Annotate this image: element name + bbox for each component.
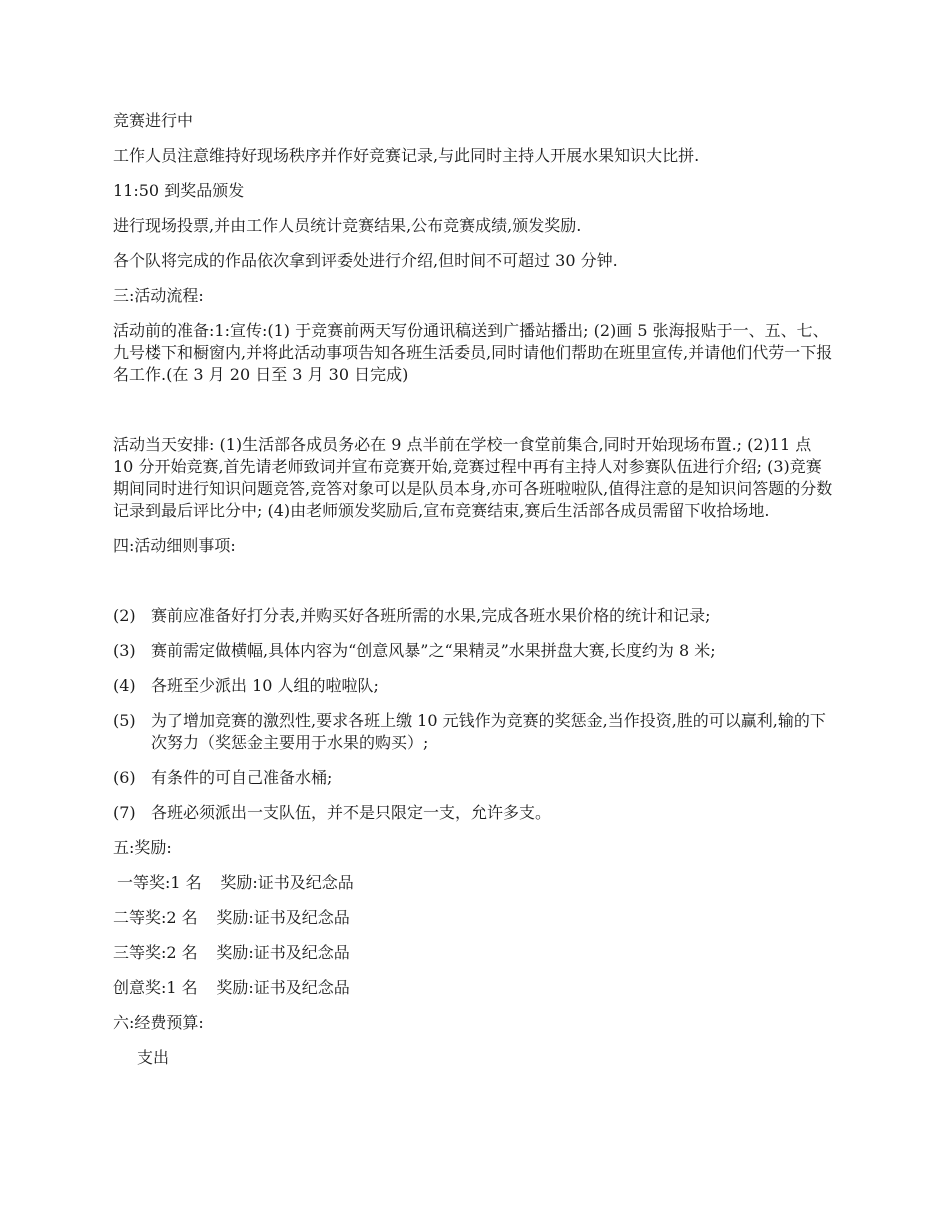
rule-number: (4) — [113, 676, 136, 695]
section-heading-awards: 五:奖励: — [113, 838, 172, 857]
rule-text: 为了增加竞赛的激烈性,要求各班上缴 10 元钱作为竞赛的奖惩金,当作投资,胜的可以赢利,输的下次努力（奖惩金主要用于水果的购买）; — [151, 711, 826, 752]
paragraph-voting: 进行现场投票,并由工作人员统计竞赛结果,公布竞赛成绩,颁发奖励. — [113, 216, 582, 235]
prize-name: 二等奖: — [113, 908, 167, 927]
prize-reward: 奖励:证书及纪念品 — [216, 978, 350, 997]
schedule-time: 11:50 到奖品颁发 — [113, 181, 245, 200]
prize-reward: 奖励:证书及纪念品 — [220, 873, 354, 892]
rule-text: 各班至少派出 10 人组的啦啦队; — [151, 676, 379, 695]
expense-label: 支出 — [137, 1048, 170, 1067]
rule-item — [113, 710, 833, 754]
section-heading-budget: 六:经费预算: — [113, 1013, 204, 1032]
rule-text: 赛前应准备好打分表,并购买好各班所需的水果,完成各班水果价格的统计和记录; — [151, 606, 711, 625]
rule-number: (5) — [113, 711, 136, 730]
rule-item — [113, 767, 833, 789]
heading-competition-in-progress: 竞赛进行中 — [113, 111, 194, 130]
rule-number: (7) — [113, 803, 136, 822]
rule-text: 赛前需定做横幅,具体内容为“创意风暴”之“果精灵”水果拼盘大赛,长度约为 8 米; — [151, 641, 716, 660]
prize-count: 1 名 — [170, 873, 202, 892]
prize-line-first — [113, 872, 833, 894]
prize-reward: 奖励:证书及纪念品 — [216, 943, 350, 962]
prize-line-creative — [113, 977, 833, 999]
prize-line-second — [113, 907, 833, 929]
rule-number: (6) — [113, 768, 136, 787]
rule-number: (2) — [113, 606, 136, 625]
rule-item — [113, 640, 833, 662]
rule-item — [113, 675, 833, 697]
paragraph-presentation: 各个队将完成的作品依次拿到评委处进行介绍,但时间不可超过 30 分钟. — [113, 251, 618, 270]
paragraph-preparation: 活动前的准备:1:宣传:(1) 于竞赛前两天写份通讯稿送到广播站播出; (2)画 5 张海报贴于一、五、七、九号楼下和橱窗内,并将此活动事项告知各班生活委员,同时请他们帮助在班里宣传,并请他们代劳一下报名工作.(在 3 月 20 日至 3 月 30 日完成) — [113, 321, 833, 384]
section-heading-rules: 四:活动细则事项: — [113, 536, 236, 555]
document-page — [113, 110, 833, 1082]
prize-reward: 奖励:证书及纪念品 — [216, 908, 350, 927]
prize-line-third — [113, 942, 833, 964]
prize-count: 2 名 — [166, 943, 198, 962]
rule-item — [113, 802, 833, 824]
rule-text: 各班必须派出一支队伍，并不是只限定一支，允许多支。 — [151, 803, 552, 822]
section-heading-process: 三:活动流程: — [113, 286, 204, 305]
rule-text: 有条件的可自己准备水桶; — [151, 768, 333, 787]
paragraph-day-schedule: 活动当天安排: (1)生活部各成员务必在 9 点半前在学校一食堂前集合,同时开始现场布置.; (2)11 点 10 分开始竞赛,首先请老师致词并宣布竞赛开始,竞赛过程中再有主持人对参赛队伍进行介绍; (3)竞赛期间同时进行知识问题竞答,竞答对象可以是队员本身,亦可各班啦啦队,值得注意的是知识问答题的分数记录到最后评比分中; (4)由老师颁发奖励后,宣布竞赛结束,赛后生活部各成员需留下收拾场地. — [113, 435, 833, 520]
rule-number: (3) — [113, 641, 136, 660]
prize-count: 1 名 — [166, 978, 198, 997]
prize-name: 三等奖: — [113, 943, 167, 962]
prize-name: 一等奖: — [117, 873, 171, 892]
prize-name: 创意奖: — [113, 978, 167, 997]
paragraph-staff-duties: 工作人员注意维持好现场秩序并作好竞赛记录,与此同时主持人开展水果知识大比拼. — [113, 146, 700, 165]
rule-item — [113, 605, 833, 627]
prize-count: 2 名 — [166, 908, 198, 927]
